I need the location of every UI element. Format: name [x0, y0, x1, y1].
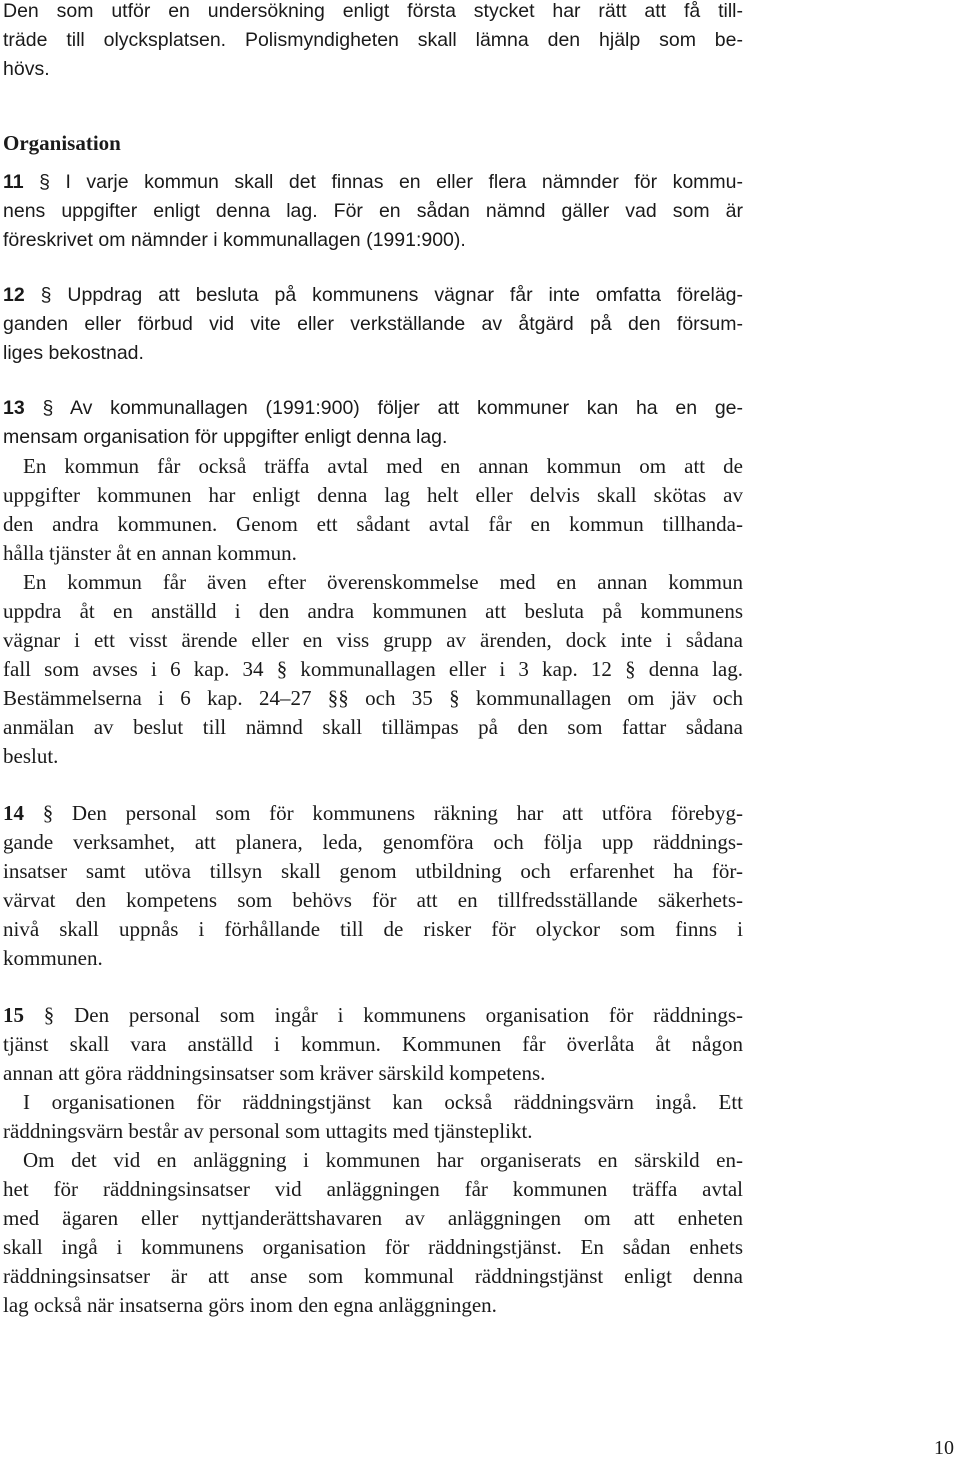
- text-line: En kommun får även efter överenskommelse med en annan kommun: [23, 570, 743, 594]
- section-11: [3, 168, 743, 255]
- text-line: vägnar i ett visst ärende eller en viss grupp av ärenden, dock inte i sådana: [3, 628, 743, 652]
- text-line: träde till olycksplatsen. Polismyndigheten skall lämna den hjälp som be-: [3, 29, 743, 51]
- text-line: 11 § I varje kommun skall det finnas en eller flera nämnder för kommu-: [3, 171, 743, 193]
- text-line: anmälan av beslut till nämnd skall tillämpas på den som fattar sådana: [3, 715, 743, 739]
- text-line: kommunen.: [3, 946, 103, 970]
- text-line: mensam organisation för uppgifter enligt denna lag.: [3, 426, 448, 448]
- text-line: Bestämmelserna i 6 kap. 24–27 §§ och 35 § kommunallagen om jäv och: [3, 686, 743, 710]
- text-line: uppgifter kommunen har enligt denna lag helt eller delvis skall skötas av: [3, 483, 743, 507]
- text-line: lag också när insatserna görs inom den egna anläggningen.: [3, 1293, 497, 1317]
- text-line: 15 § Den personal som ingår i kommunens organisation för räddnings-: [3, 1003, 743, 1027]
- section-15: [3, 1001, 743, 1320]
- text-line: räddningsvärn består av personal som uttagits med tjänsteplikt.: [3, 1119, 533, 1143]
- text-line: het för räddningsinsatser vid anläggningen får kommunen träffa avtal: [3, 1177, 743, 1201]
- section-13: [3, 394, 743, 771]
- text-line: liges bekostnad.: [3, 342, 144, 364]
- text-line: räddningsinsatser är att anse som kommunal räddningstjänst enligt denna: [3, 1264, 743, 1288]
- text-line: En kommun får också träffa avtal med en annan kommun om att de: [23, 454, 743, 478]
- section-number: 11: [3, 171, 24, 193]
- text-line: den andra kommunen. Genom ett sådant avtal får en kommun tillhanda-: [3, 512, 743, 536]
- text-line: 14 § Den personal som för kommunens räkning har att utföra förebyg-: [3, 801, 743, 825]
- text-line: I organisationen för räddningstjänst kan också räddningsvärn ingå. Ett: [23, 1090, 743, 1114]
- section-14: [3, 799, 743, 973]
- section-number: 14: [3, 801, 24, 825]
- intro-paragraph: [3, 0, 743, 84]
- section-number: 12: [3, 284, 25, 306]
- text-line: Om det vid en anläggning i kommunen har organiserats en särskild en-: [23, 1148, 743, 1172]
- text-line: föreskrivet om nämnder i kommunallagen (1991:900).: [3, 229, 466, 251]
- text-line: Den som utför en undersökning enligt första stycket har rätt att få till-: [3, 0, 743, 22]
- text-line: annan att göra räddningsinsatser som kräver särskild kompetens.: [3, 1061, 546, 1085]
- text-line: insatser samt utöva tillsyn skall genom utbildning och erfarenhet ha för-: [3, 859, 743, 883]
- text-line: fall som avses i 6 kap. 34 § kommunallagen eller i 3 kap. 12 § denna lag.: [3, 657, 743, 681]
- text-line: värvat den kompetens som behövs för att en tillfredsställande säkerhets-: [3, 888, 743, 912]
- text-line: nens uppgifter enligt denna lag. För en sådan nämnd gäller vad som är: [3, 200, 743, 222]
- text-line: med ägaren eller nyttjanderättshavaren av anläggningen om att enheten: [3, 1206, 743, 1230]
- text-line: tjänst skall vara anställd i kommun. Kommunen får överlåta åt någon: [3, 1032, 743, 1056]
- text-line: hålla tjänster åt en annan kommun.: [3, 541, 297, 565]
- section-number: 15: [3, 1003, 24, 1027]
- text-line: ganden eller förbud vid vite eller verkställande av åtgärd på den försum-: [3, 313, 743, 335]
- section-12: [3, 281, 743, 368]
- text-line: 13 § Av kommunallagen (1991:900) följer att kommuner kan ha en ge-: [3, 397, 743, 419]
- text-line: beslut.: [3, 744, 59, 768]
- text-line: hövs.: [3, 58, 50, 80]
- text-line: uppdra åt en anställd i den andra kommunen att besluta på kommunens: [3, 599, 743, 623]
- text-line: nivå skall uppnås i förhållande till de risker för olyckor som finns i: [3, 917, 743, 941]
- section-heading: Organisation: [3, 131, 121, 155]
- document-page: [3, 0, 743, 1320]
- section-number: 13: [3, 397, 25, 419]
- text-line: skall ingå i kommunens organisation för räddningstjänst. En sådan enhets: [3, 1235, 743, 1259]
- text-line: gande verksamhet, att planera, leda, genomföra och följa upp räddnings-: [3, 830, 743, 854]
- text-line: 12 § Uppdrag att besluta på kommunens vägnar får inte omfatta föreläg-: [3, 284, 743, 306]
- page-number: 10: [934, 1437, 954, 1459]
